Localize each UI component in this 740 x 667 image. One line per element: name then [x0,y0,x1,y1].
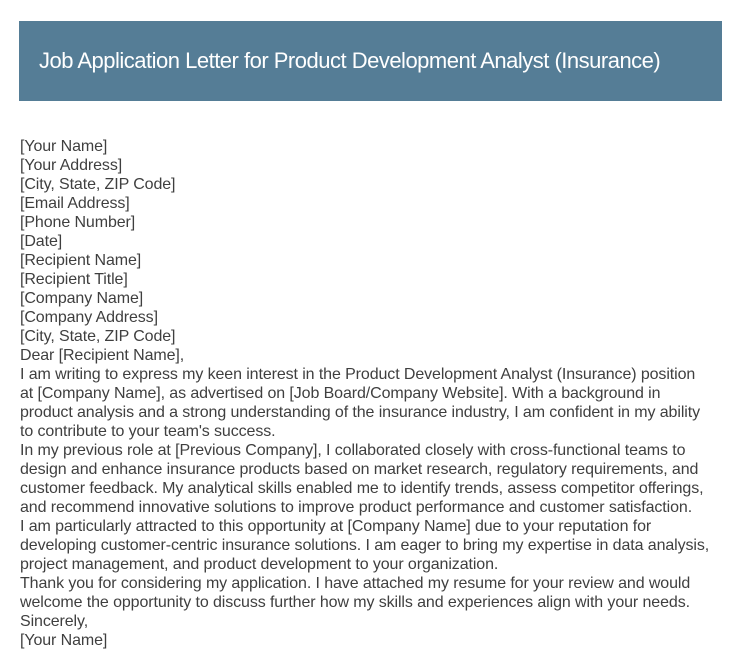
letter-line: product analysis and a strong understanding of the insurance industry, I am confident in my ability [20,404,700,421]
letter-body [0,101,740,650]
letter-line: In my previous role at [Previous Company], I collaborated closely with cross-functional teams to [20,442,686,459]
letter-line: at [Company Name], as advertised on [Job Board/Company Website]. With a background in [20,385,661,402]
page-title: Job Application Letter for Product Development Analyst (Insurance) [39,48,661,73]
letter-line: welcome the opportunity to discuss further how my skills and experiences align with your needs. [20,594,690,611]
letter-line: [Your Name] [20,632,108,649]
letter-line: [Recipient Title] [20,271,128,288]
letter-line: customer feedback. My analytical skills enabled me to identify trends, assess competitor offerings, [20,480,704,497]
letter-line: to contribute to your team's success. [20,423,276,440]
letter-line: and recommend innovative solutions to improve product performance and customer satisfaction. [20,499,693,516]
letter-line: [Date] [20,233,63,250]
letter-line: [City, State, ZIP Code] [20,176,176,193]
letter-line: developing customer-centric insurance solutions. I am eager to bring my expertise in data analysis, [20,537,710,554]
letter-line: [Email Address] [20,195,130,212]
letter-line: [Phone Number] [20,214,136,231]
letter-line: I am particularly attracted to this opportunity at [Company Name] due to your reputation for [20,518,652,535]
letter-line: project management, and product development to your organization. [20,556,499,573]
letter-line: [Company Name] [20,290,144,307]
document-page [0,21,740,667]
letter-line: [Your Address] [20,157,123,174]
header-banner [19,21,722,101]
letter-line: [Your Name] [20,138,108,155]
letter-line: Dear [Recipient Name], [20,347,185,364]
letter-line: [City, State, ZIP Code] [20,328,176,345]
letter-line: [Recipient Name] [20,252,142,269]
letter-line: I am writing to express my keen interest in the Product Development Analyst (Insurance) position [20,366,696,383]
letter-line: [Company Address] [20,309,158,326]
letter-line: Sincerely, [20,613,89,630]
letter-line: design and enhance insurance products based on market research, regulatory requirements, and [20,461,699,478]
letter-line: Thank you for considering my application. I have attached my resume for your review and would [20,575,691,592]
